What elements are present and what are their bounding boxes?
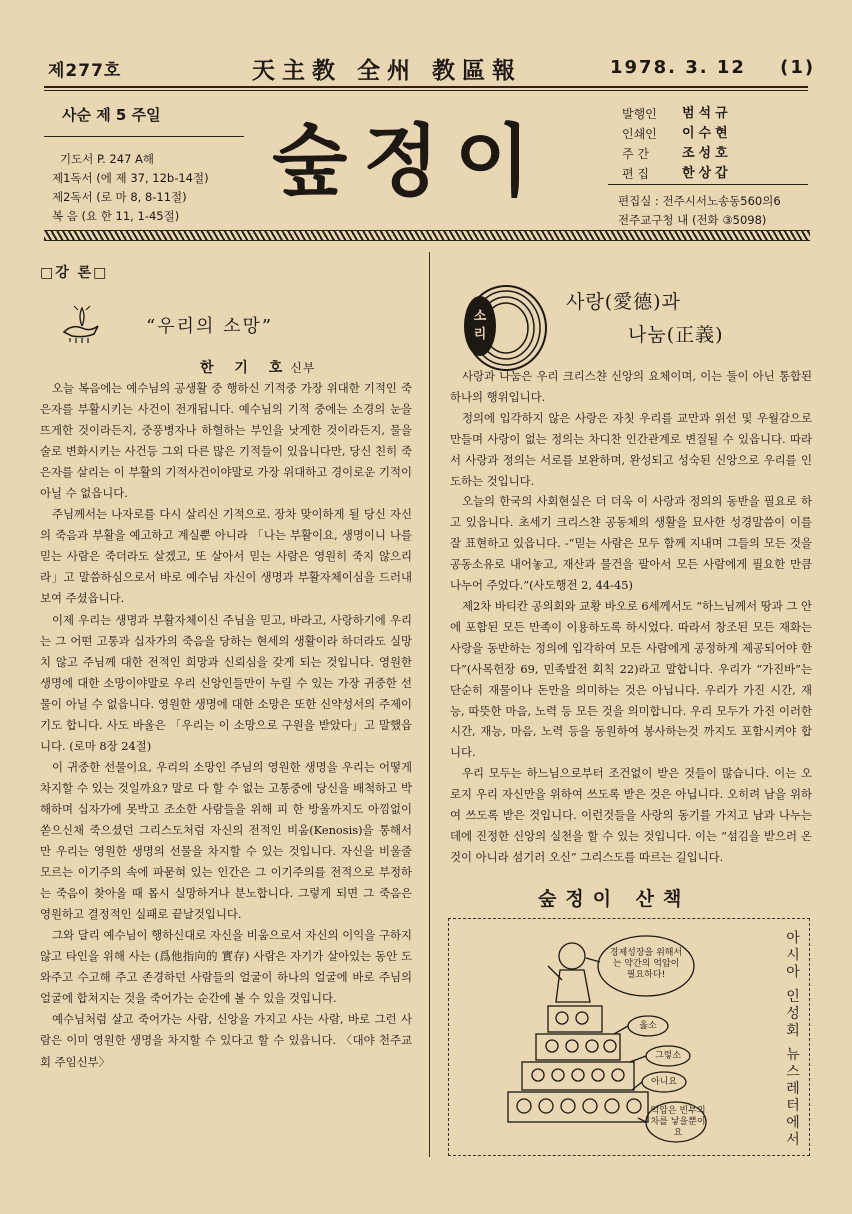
staff-row [622, 164, 732, 184]
address-rule [608, 184, 808, 185]
svg-text:소: 소 [473, 309, 487, 324]
feature-title-line1: 사랑(愛德)과 [566, 291, 681, 313]
staff-name: 범석규 [682, 106, 732, 121]
paragraph: 사랑과 나눔은 우리 크리스챤 신앙의 요체이며, 이는 둘이 아닌 통합된 하나의 행위입니다. [450, 369, 812, 404]
author-suffix: 신부 [290, 361, 316, 375]
staff-role: 인쇄인 [622, 127, 657, 141]
staff-role: 편 집 [622, 167, 649, 181]
staff-role: 주 간 [622, 147, 649, 161]
address-line: 편집실 : 전주시서노송동560의6 [618, 194, 781, 208]
paragraph: 그와 달리 예수님이 행하신대로 자신을 비움으로서 자신의 이익을 구하지 않고 타인을 위해 사는 (爲他指向的 實存) 사람은 자기가 살아있는 동안 도와주고 수고해 주고 존경하던 사람들의 얼굴이 하나의 얼굴에 바로 주님의 얼굴에 합쳐지는 것을 죽어가는 순간에 볼 수 있을 것입니다. [40, 928, 412, 1006]
editorial-body [40, 378, 412, 1073]
address-line: 전주교구청 내 (전화 ③5098) [618, 213, 767, 227]
cartoon-credit: 아시아 인성회 뉴스레터에서 [784, 930, 800, 1149]
issue-number: 제277호 [48, 61, 122, 81]
top-rule [44, 86, 808, 88]
speech-bubble: 경제성장을 위해서는 약간의 억압이 필요하다! [609, 948, 683, 980]
editorial-title: “우리의 소망” [146, 316, 274, 337]
svg-text:리: 리 [473, 327, 487, 342]
editorial-author [200, 357, 316, 377]
reading-first: 제1독서 (에 제 37, 12b-14절) [52, 171, 209, 185]
address-block [618, 192, 781, 230]
staff-list [622, 104, 732, 184]
lamp-icon [58, 302, 106, 344]
paragraph: 이제 우리는 생명과 부활자체이신 주님을 믿고, 바라고, 사랑하기에 우리는 그 어떤 고통과 십자가의 죽음을 당하는 현세의 생활이라 하더라도 실망치 않고 주님께 대한 전적인 희망과 신뢰심을 갖게 되는 것입니다. 영원한 생명에 대한 소망이야말로 우리 신앙인들만이 누릴 수 있는 가장 귀중한 선물이 아닐 수 없읍니다. 영원한 생명에 대한 소망은 또한 신약성서의 주제이기도 합니다. 사도 바울은 「우리는 이 소망으로 구원을 받았다」고 말했읍니다. (로마 8장 24절) [40, 612, 412, 753]
staff-role: 발행인 [622, 107, 657, 121]
speech-bubble: 그렇소 [654, 1051, 682, 1061]
paragraph: 우리 모두는 하느님으로부터 조건없이 받은 것들이 많습니다. 이는 오로지 우리 자신만을 위하여 쓰도록 받은 것은 아닙니다. 오히려 남을 위하여 쓰도록 받은 것입니다. 이런것들을 사랑의 동기를 가지고 남과 나누는데에 진정한 신앙의 실천을 할 수 있는 것입니다. 이는 “섬김을 받으러 온것이 아니라 섬기러 오신” 그리스도를 따르는 길입니다. [450, 766, 812, 864]
speech-bubble: 억압은 빈부의차를 낳을뿐이요 [650, 1106, 706, 1138]
paragraph: 오늘 복음에는 예수님의 공생활 중 행하신 기적중 가장 위대한 기적인 죽은자를 부활시키는 사건이 전개됩니다. 예수님의 기적 중에는 소경의 눈을 뜨게한 것이라든지, 중풍병자나 하혈하는 부인을 낫게한 것이라든지, 물을 술로 변화시키는 사건등 그외 다른 많은 기적들이 있읍니다만, 당신 친히 죽은자를 살리는 이 부활의 기적사건이야말로 가장 위대하고 경이로운 기적이 아닐 수 없읍니다. [40, 381, 412, 501]
paragraph: 예수님처럼 살고 죽어가는 사람, 신앙을 가지고 사는 사람, 바로 그런 사람은 이미 영원한 생명을 차지할 수 있다고 할 수 있읍니다. 〈대야 천주교회 주임신부〉 [40, 1012, 412, 1069]
issue-date [610, 57, 815, 78]
paragraph: 제2차 바티칸 공의회와 교황 바오로 6세께서도 “하느님께서 땅과 그 안에 포함된 모든 만족이 이용하도록 하시었다. 따라서 창조된 모든 재화는 사랑을 동반하는 정의에 입각하여 모든 사람에게 공정하게 제공되어야 한다”(사목헌장 69, 민족발전 회칙 22)라고 말합니다. 우리가 “가진바”는 단순히 재물이나 돈만을 의미하는 것은 아닙니다. 우리가 가진 시간, 재능, 따뜻한 마음, 노력 등 모든 것을 의미합니다. 우리 모두가 가진 이러한 시간, 재능, 마음, 노력 등을 동원하여 봉사하는것 까지도 포함시켜야 합니다. [450, 598, 812, 760]
paragraph: 정의에 입각하지 않은 사랑은 자칫 우리를 교만과 위선 및 우월감으로 만들며 사랑이 없는 정의는 차디찬 인간관계로 변질될 수 있읍니다. 따라서 사랑과 정의는 서로를 보완하며, 완성되고 성숙된 신앙으로 우리를 인도하는 것입니다. [450, 410, 812, 488]
top-rule-thin [44, 90, 808, 91]
paragraph: 오늘의 한국의 사회현실은 더 더욱 이 사랑과 정의의 동반을 필요로 하고 있읍니다. 초세기 크리스챤 공동체의 생활을 묘사한 성경말씀이 이를 잘 표현하고 있읍니다. -“믿는 사람은 모두 함께 지내며 그들의 모든 것을 공동소유로 내어놓고, 재산과 물건을 팔아서 모든 사람에게 필요한 만큼 나누어 주었다.”(사도행전 2, 44-45) [450, 494, 812, 593]
column-rule [429, 252, 430, 1157]
staff-row [622, 144, 732, 164]
paragraph: 이 귀중한 선물이요, 우리의 소망인 주님의 영원한 생명을 우리는 어떻게 차지할 수 있는 것일까요? 말로 다 할 수 없는 고통중에 당신을 배척하고 박해하며 십자가에 못박고 조소한 사람들을 위해 피 한 방울까지도 아낌없이 쏟으신채 죽으셨던 그리스도처럼 자신의 전적인 비움(Kenosis)을 통해서만 우리는 영원한 생명의 선물을 차지할 수 있는 것입니다. 자신을 비울줄 모르는 이기주의 속에 파묻혀 있는 인간은 그 이기주의를 전적으로 부정하는 죽음이 찾아올 때 몹시 실망하거나 분노합니다. 그렇게 되면 그 죽음은 영원하고 결정적인 실패로 끝날것입니다. [40, 759, 412, 922]
paragraph: 주님께서는 나자로를 다시 살리신 기적으로. 장차 맞이하게 될 당신 자신의 죽음과 부활을 예고하고 계실뿐 아니라 「나는 부활이요, 생명이니 나를 믿는 사람은 죽더라도 살겠고, 또 살아서 믿는 사람은 영원히 죽지 않으리라」고 말씀하심으로서 바로 예수님 자신이 생명과 부활자체이심을 드러내 보여 주셨읍니다. [40, 507, 412, 606]
page-number: (1) [780, 57, 816, 78]
speech-bubble: 아니요 [650, 1077, 678, 1087]
reading-prayerbook: 기도서 P. 247 A해 [60, 152, 155, 166]
hatched-divider [44, 230, 810, 241]
staff-row [622, 104, 732, 124]
staff-row [622, 124, 732, 144]
date-text: 1978. 3. 12 [610, 57, 746, 78]
sunday-label: 사순 제 5 주일 [62, 106, 161, 124]
cartoon-heading: 숲정이 산책 [538, 888, 691, 910]
speech-bubble: 옳소 [639, 1021, 657, 1031]
sound-circle-icon [456, 282, 548, 374]
sunday-rule [44, 136, 244, 137]
staff-name: 조성호 [682, 146, 732, 161]
staff-name: 이수현 [682, 126, 732, 141]
section-label: □강 론□ [40, 265, 109, 281]
feature-title-line2: 나눔(正義) [628, 324, 724, 346]
paper-name: 天主教 全州 教區報 [252, 58, 523, 84]
author-name: 한 기 호 [200, 360, 291, 376]
reading-second: 제2독서 (로 마 8, 8-11절) [52, 190, 187, 204]
readings-list [52, 150, 209, 226]
reading-gospel: 복 음 (요 한 11, 1-45절) [52, 209, 180, 223]
masthead-title: 숲정이 [272, 117, 547, 207]
staff-name: 한상갑 [682, 166, 732, 181]
feature-body [450, 366, 812, 868]
